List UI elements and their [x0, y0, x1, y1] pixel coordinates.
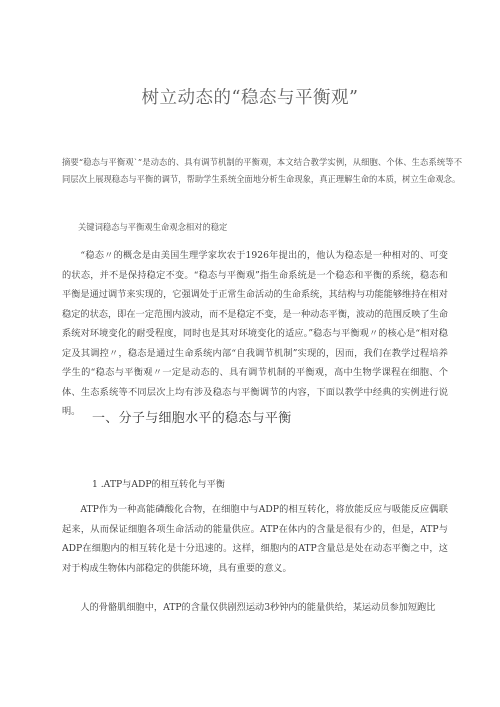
page-title: 树立动态的“稳态与平衡观” — [141, 88, 359, 108]
intro-paragraph: “稳态〃的概念是由美国生理学家坎农于1926年提出的，他认为稳态是一种相对的、可变的状态，并不是保持稳定不变。“稳态与平衡观”指生命系统是一个稳态和平衡的系统，稳态和平衡是通过调节来实现的，它强调处于正常生命活动的生命系统，其结构与功能能够维持在相对稳定的状态，即在一定范围内波动，而不是稳定不变，是一种动态平衡，波动的范围反映了生命系统对环境变化的耐受程度，同时也是其对环境变化的适应。”稳态与平衡观〃的核心是“相对稳定及其调控〃，稳态是通过生命系统内部“自我调节机制”实现的，因而，我们在教学过程培养学生的“稳态与平衡观〃一定是动态的、具有调节机制的平衡观，高中生物学课程在细胞、个体、生态系统等不同层次上均有涉及稳态与平衡调节的内容，下面以教学中经典的实例进行说明。 — [62, 250, 448, 417]
keywords-line: 关键词稳态与平衡观生命观念相对的稳定 — [78, 222, 228, 232]
section-heading: 一、分子与细胞水平的稳态与平衡 — [92, 411, 292, 426]
subsection-heading: 1 .ATP与ADP的相互转化与平衡 — [92, 479, 225, 490]
abstract-paragraph: 摘要“稳态与平衡观`”是动态的、具有调节机制的平衡观，本文结合教学实例，从细胞、个体、生态系统等不同层次上展现稳态与平衡的调节，帮助学生系统全面地分析生命现象，真正理解生命的本质，树立生命观念。 — [62, 157, 462, 184]
atp-paragraph: ATP作为一种高能磷酸化合物，在细胞中与ADP的相互转化，将放能反应与吸能反应偶联起来，从而保证细胞各项生命活动的能量供应。ATP在体内的含量是很有少的，但是，ATP与ADP在细胞内的相互转化是十分迅速的。这样，细胞内的ATP含量总是处在动态平衡之中，这对于构成生物体内部稳定的供能环境，具有重要的意义。 — [62, 504, 448, 574]
last-paragraph: 人的骨骼肌细胞中，ATP的含量仅供剧烈运动3秒钟内的能量供给，某运动员参加短跑比 — [80, 602, 436, 613]
